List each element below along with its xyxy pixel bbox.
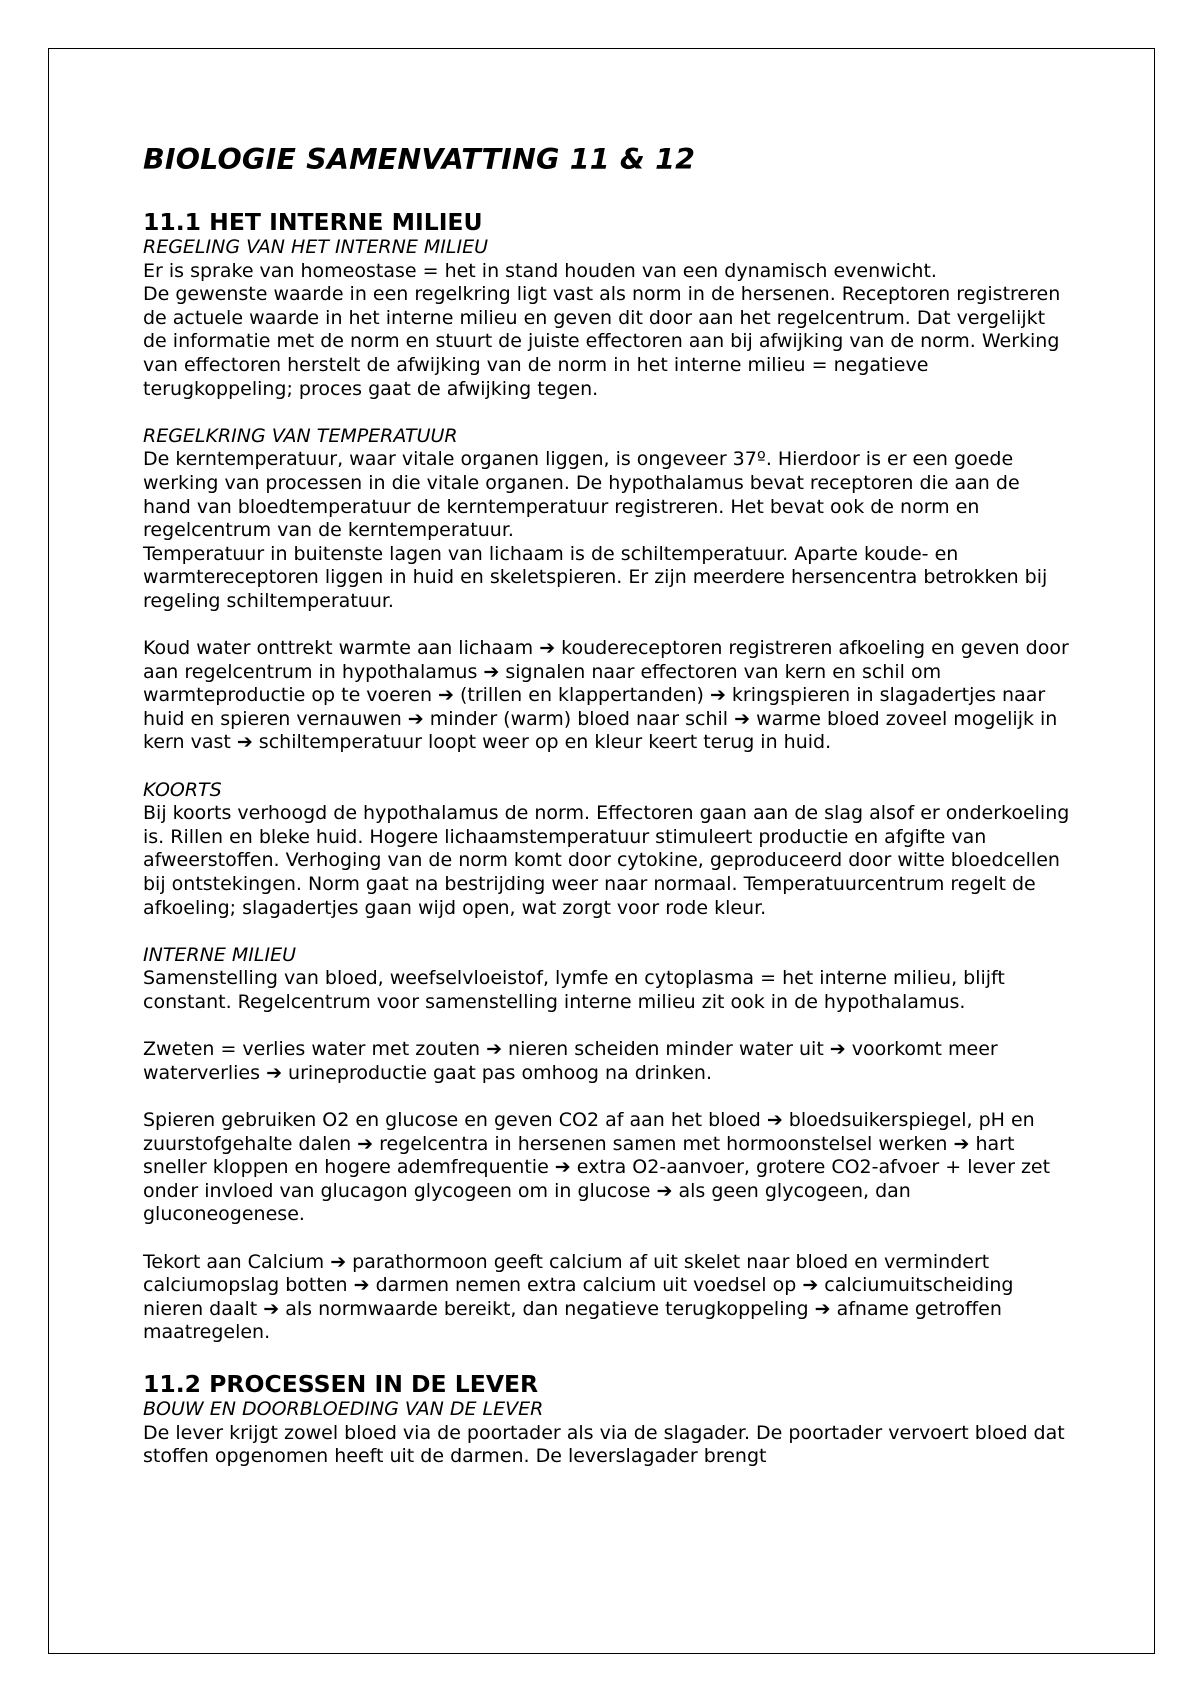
document-body bbox=[143, 143, 1073, 1469]
subheading-interne-milieu: INTERNE MILIEU bbox=[143, 943, 296, 966]
paragraph-kerntemperatuur: De kerntemperatuur, waar vitale organen liggen, is ongeveer 37º. Hierdoor is er een goede werking van processen in die vitale organen. De hypothalamus bevat receptoren die aan de hand van bloedtemperatuur de kerntemperatuur registreren. Het bevat ook de norm en regelcentrum van de kerntemperatuur. bbox=[143, 448, 1020, 542]
section-heading-11-1: 11.1 HET INTERNE MILIEU bbox=[143, 208, 483, 236]
paragraph-zweten: Zweten = verlies water met zouten ➔ nieren scheiden minder water uit ➔ voorkomt meer waterverlies ➔ urineproductie gaat pas omhoog na drinken. bbox=[143, 1038, 998, 1084]
paragraph-schiltemperatuur: Temperatuur in buitenste lagen van lichaam is de schiltemperatuur. Aparte koude- en warmtereceptoren liggen in huid en skeletspieren. Er zijn meerdere hersencentra betrokken bij regeling schiltemperatuur. bbox=[143, 542, 1048, 612]
paragraph-homeostase: Er is sprake van homeostase = het in stand houden van een dynamisch evenwicht. bbox=[143, 259, 937, 282]
paragraph-lever: De lever krijgt zowel bloed via de poortader als via de slagader. De poortader vervoert bloed dat stoffen opgenomen heeft uit de darmen. De leverslagader brengt bbox=[143, 1421, 1065, 1468]
paragraph-koud-water: Koud water onttrekt warmte aan lichaam ➔ koudereceptoren registreren afkoeling en geven door aan regelcentrum in hypothalamus ➔ signalen naar effectoren van kern en schil om warmteproductie op te voeren ➔ (trillen en klappertanden) ➔ kringspieren in slagadertjes naar huid en spieren vernauwen ➔ minder (warm) bloed naar schil ➔ warme bloed zoveel mogelijk in kern vast ➔ schiltemperatuur loopt weer op en kleur keert terug in huid. bbox=[143, 637, 1069, 754]
section-heading-11-2: 11.2 PROCESSEN IN DE LEVER bbox=[143, 1369, 539, 1398]
paragraph-calcium: Tekort aan Calcium ➔ parathormoon geeft calcium af uit skelet naar bloed en vermindert calciumopslag botten ➔ darmen nemen extra calcium uit voedsel op ➔ calciumuitscheiding nieren daalt ➔ als normwaarde bereikt, dan negatieve terugkoppeling ➔ afname getroffen maatregelen. bbox=[143, 1250, 1014, 1344]
paragraph-samenstelling: Samenstelling van bloed, weefselvloeistof, lymfe en cytoplasma = het interne milieu, blijft constant. Regelcentrum voor samenstelling interne milieu zit ook in de hypothalamus. bbox=[143, 967, 1005, 1013]
paragraph-spieren: Spieren gebruiken O2 en glucose en geven CO2 af aan het bloed ➔ bloedsuikerspiegel, pH en zuurstofgehalte dalen ➔ regelcentra in hersenen samen met hormoonstelsel werken ➔ hart sneller kloppen en hogere ademfrequentie ➔ extra O2-aanvoer, grotere CO2-afvoer + lever zet onder invloed van glucagon glycogeen om in glucose ➔ als geen glycogeen, dan gluconeogenese. bbox=[143, 1108, 1051, 1226]
subheading-bouw-lever: BOUW EN DOORBLOEDING VAN DE LEVER bbox=[143, 1397, 544, 1420]
document-title: BIOLOGIE SAMENVATTING 11 & 12 bbox=[143, 143, 696, 176]
subheading-koorts: KOORTS bbox=[143, 778, 222, 801]
subheading-temperatuur: REGELKRING VAN TEMPERATUUR bbox=[143, 424, 458, 447]
paragraph-koorts: Bij koorts verhoogd de hypothalamus de norm. Effectoren gaan aan de slag alsof er onderkoeling is. Rillen en bleke huid. Hogere lichaamstemperatuur stimuleert productie en afgifte van afweerstoffen. Verhoging van de norm komt door cytokine, geproduceerd door witte bloedcellen bij ontstekingen. Norm gaat na bestrijding weer naar normaal. Temperatuurcentrum regelt de afkoeling; slagadertjes gaan wijd open, wat zorgt voor rode kleur. bbox=[143, 802, 1070, 919]
paragraph-regelkring: De gewenste waarde in een regelkring ligt vast als norm in de hersenen. Receptoren registreren de actuele waarde in het interne milieu en geven dit door aan het regelcentrum. Dat vergelijkt de informatie met de norm en stuurt de juiste effectoren aan bij afwijking van de norm. Werking van effectoren herstelt de afwijking van de norm in het interne milieu = negatieve terugkoppeling; proces gaat de afwijking tegen. bbox=[143, 283, 1061, 400]
subheading-regeling: REGELING VAN HET INTERNE MILIEU bbox=[143, 236, 488, 258]
